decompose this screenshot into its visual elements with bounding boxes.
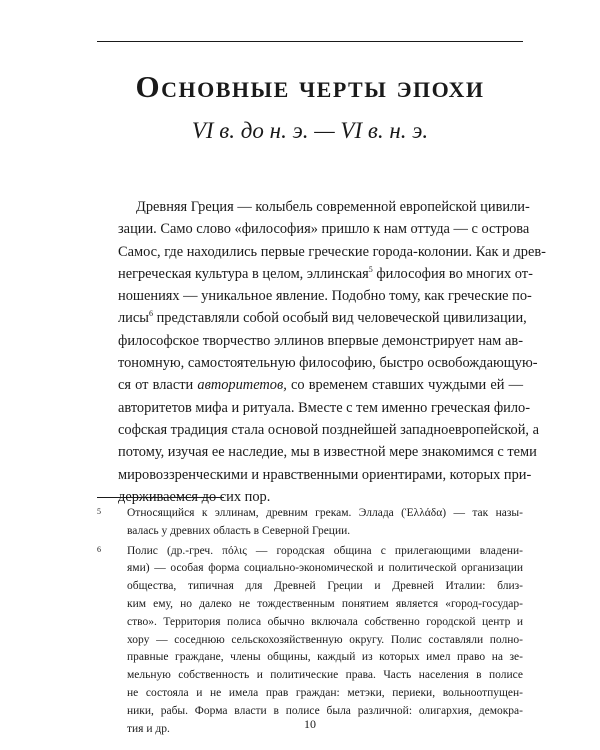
chapter-subheading: VI в. до н. э. — VI в. н. э. xyxy=(191,118,429,143)
footnote-line: ями) — особая форма социально-экономической и политической организации xyxy=(127,562,523,575)
footnote-6 xyxy=(97,543,523,739)
footnote-line: валась у древних область в Северной Греции. xyxy=(127,524,351,537)
footnote-line: ким ему, но далеко не тождественным понятием является «город-государ- xyxy=(127,597,523,610)
paragraph-line: мировоззренческими и нравственными ориентирами, которых при- xyxy=(118,466,532,483)
footnote-number: 5 xyxy=(97,507,101,516)
footnote-line: не состояла и не имела прав граждан: метэки, периеки, вольноотпущен- xyxy=(127,686,523,699)
footnote-ref-5: 5 xyxy=(368,265,373,275)
paragraph-line xyxy=(118,263,533,285)
footnote-line: ники, рабы. Форма власти в полисе была различной: олигархия, демокра- xyxy=(127,704,523,717)
paragraph-line xyxy=(118,307,527,329)
footnote-line: Полис (др.-греч. πόλις — городская община с прилегающими владени- xyxy=(127,544,523,557)
paragraph-line-segment: со временем ставших чуждыми ей — xyxy=(286,377,523,394)
paragraph-line-segment: представляли собой особый вид человеческой цивилизации, xyxy=(156,310,527,327)
paragraph-line: тономную, самостоятельную философию, быстро освобождающую- xyxy=(118,355,538,372)
paragraph-line: зации. Само слово «философия» пришло к нам оттуда — с острова xyxy=(118,221,530,238)
paragraph-line xyxy=(118,374,523,396)
chapter-heading: Основные черты эпохи xyxy=(135,69,485,104)
paragraph-line-segment: ся от власти xyxy=(118,377,198,394)
paragraph-line-segment: лисы xyxy=(118,310,149,327)
footnote-line: ство». Территория полиса обычно включала собственно городской центр и xyxy=(127,615,523,628)
footnote-line: правные граждане, члены общины, каждый из которых имел право на зе- xyxy=(127,651,523,664)
page-number: 10 xyxy=(304,717,316,731)
footnote-line: тия и др. xyxy=(127,722,170,735)
paragraph-line: философское творчество эллинов впервые демонстрирует нам ав- xyxy=(118,332,523,349)
footnote-rule xyxy=(97,497,224,498)
footnote-5 xyxy=(97,505,523,541)
paragraph-line: софская традиция стала основой позднейшей западноевропейской, а xyxy=(118,421,539,438)
footnote-line: хору — соседнюю сельскохозяйственную округу. Полис составляли полно- xyxy=(127,633,523,646)
main-paragraph xyxy=(118,196,546,508)
footnote-line: общества, типичная для Древней Греции и Древней Италии: близ- xyxy=(127,580,523,593)
footnote-ref-6: 6 xyxy=(148,309,153,319)
paragraph-line: авторитетов мифа и ритуала. Вместе с тем именно греческая фило- xyxy=(118,399,531,416)
paragraph-line: держиваемся до сих пор. xyxy=(118,488,271,505)
footnotes xyxy=(97,505,523,740)
footnote-number: 6 xyxy=(97,544,101,554)
paragraph-line-segment: философия во многих от- xyxy=(376,265,533,282)
footnote-line: Относящийся к эллинам, древним грекам. Эллада (Ἑλλάδα) — так назы- xyxy=(127,507,523,519)
emphasis-authorities: авторитетов, xyxy=(197,377,287,394)
paragraph-line: Древняя Греция — колыбель современной европейской цивили- xyxy=(136,199,530,215)
paragraph-line: Самос, где находились первые греческие города-колонии. Как и древ- xyxy=(118,243,546,260)
paragraph-line: ношениях — уникальное явление. Подобно тому, как греческие по- xyxy=(118,288,532,305)
top-rule xyxy=(97,41,523,42)
paragraph-line-segment: негреческая культура в целом, эллинская xyxy=(118,265,369,282)
paragraph-line: потому, изучая ее наследие, мы в известной мере знакомимся с теми xyxy=(118,444,537,461)
footnote-line: мельную собственность и политические права. Часть населения в полисе xyxy=(127,669,523,682)
